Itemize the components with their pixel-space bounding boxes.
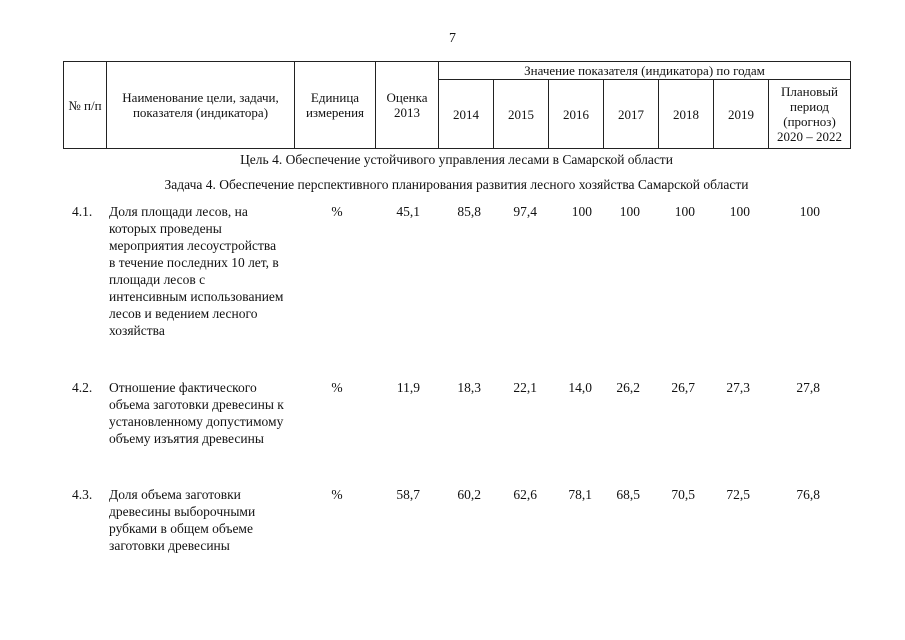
row-value: 72,5 bbox=[726, 487, 750, 502]
goal-heading: Цель 4. Обеспечение устойчивого управления лесами в Самарской области bbox=[240, 152, 673, 167]
header-name: Наименование цели, задачи, показателя (индикатора) bbox=[107, 62, 295, 149]
row-estimate: 45,1 bbox=[396, 204, 420, 219]
row-value: 78,1 bbox=[568, 487, 592, 502]
header-year: 2014 bbox=[439, 80, 494, 149]
row-estimate: 58,7 bbox=[396, 487, 420, 502]
row-number: 4.3. bbox=[72, 487, 93, 502]
row-value: 85,8 bbox=[457, 204, 481, 219]
row-number: 4.2. bbox=[72, 380, 93, 395]
page-number: 7 bbox=[449, 31, 456, 46]
row-value: 100 bbox=[729, 204, 750, 219]
header-num: № п/п bbox=[64, 62, 107, 149]
row-value: 27,3 bbox=[726, 380, 750, 395]
indicator-table-header bbox=[63, 61, 851, 149]
row-value: 22,1 bbox=[513, 380, 537, 395]
row-estimate: 11,9 bbox=[396, 380, 420, 395]
row-indicator-name: Доля площади лесов, на которых проведены мероприятия лесоустройства в течение последних 10 лет, в площади лесов с интенсивным использованием лесов и ведением лесного хозяйства bbox=[109, 204, 284, 338]
row-value: 26,2 bbox=[616, 380, 640, 395]
row-indicator-name: Отношение фактического объема заготовки древесины к установленному допустимому объему изъятия древесины bbox=[109, 380, 284, 446]
header-unit: Единица измерения bbox=[295, 62, 376, 149]
row-value: 26,7 bbox=[671, 380, 695, 395]
row-value: 70,5 bbox=[671, 487, 695, 502]
row-value: 97,4 bbox=[513, 204, 537, 219]
row-value: 60,2 bbox=[457, 487, 481, 502]
row-number: 4.1. bbox=[72, 204, 93, 219]
row-plan: 76,8 bbox=[796, 487, 820, 502]
header-estimate: Оценка 2013 bbox=[376, 62, 439, 149]
row-value: 62,6 bbox=[513, 487, 537, 502]
header-year: 2017 bbox=[604, 80, 659, 149]
row-plan: 100 bbox=[799, 204, 820, 219]
header-year-group: Значение показателя (индикатора) по годам bbox=[439, 62, 851, 80]
header-year: 2016 bbox=[549, 80, 604, 149]
row-unit: % bbox=[331, 380, 343, 395]
task-heading: Задача 4. Обеспечение перспективного планирования развития лесного хозяйства Самарской области bbox=[164, 177, 749, 192]
row-unit: % bbox=[331, 204, 343, 219]
row-value: 100 bbox=[619, 204, 640, 219]
header-plan: Плановый период (прогноз) 2020 – 2022 bbox=[769, 80, 851, 149]
row-value: 100 bbox=[571, 204, 592, 219]
row-value: 18,3 bbox=[457, 380, 481, 395]
header-year: 2019 bbox=[714, 80, 769, 149]
row-value: 68,5 bbox=[616, 487, 640, 502]
row-value: 14,0 bbox=[568, 380, 592, 395]
row-indicator-name: Доля объема заготовки древесины выборочными рубками в общем объеме заготовки древесины bbox=[109, 487, 256, 553]
row-unit: % bbox=[331, 487, 343, 502]
header-year: 2018 bbox=[659, 80, 714, 149]
header-year: 2015 bbox=[494, 80, 549, 149]
row-plan: 27,8 bbox=[796, 380, 820, 395]
row-value: 100 bbox=[674, 204, 695, 219]
